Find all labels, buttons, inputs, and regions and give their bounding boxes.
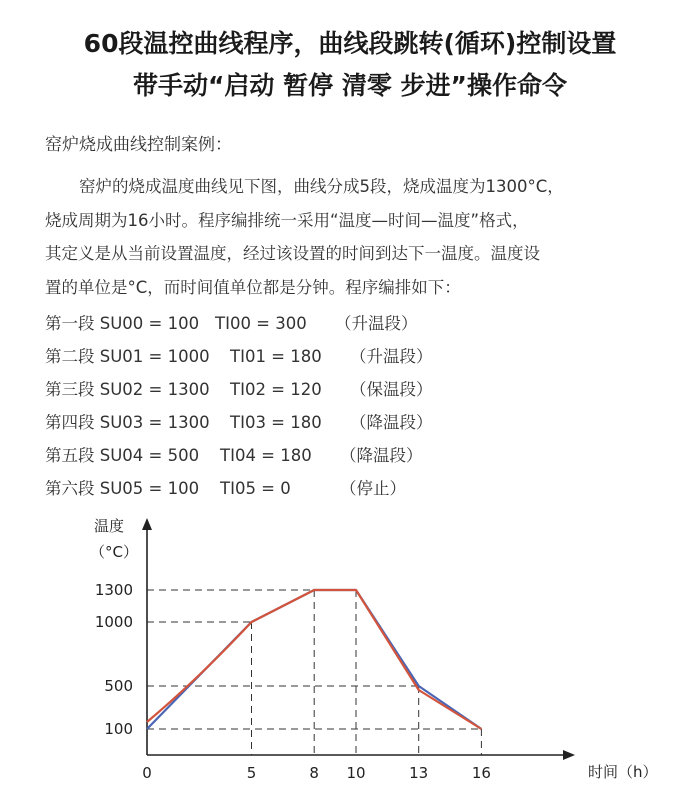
page-title-line1: 60段温控曲线程序，曲线段跳转(循环)控制设置: [83, 29, 617, 58]
segment-note: （停止）: [340, 479, 406, 498]
paragraph-line: 其定义是从当前设置温度，经过该设置的时间到达下一温度。温度设: [45, 244, 540, 263]
segment-ti: TI01 = 180: [230, 347, 322, 366]
segment-su: SU01 = 1000: [99, 347, 210, 366]
paragraph-line: 烧成周期为16小时。程序编排统一采用“温度—时间—温度”格式，: [45, 210, 529, 230]
segment-note: （保温段）: [350, 380, 433, 399]
paragraph-line: 窑炉的烧成温度曲线见下图，曲线分成5段，烧成温度为1300°C，: [79, 177, 564, 196]
y-tick-label: 1300: [94, 581, 133, 599]
segment-su: SU05 = 100: [99, 479, 200, 498]
segment-name: 第二段: [45, 347, 95, 366]
segment-note: （升温段）: [335, 314, 418, 333]
segment-name: 第六段: [45, 479, 95, 498]
x-tick-label: 0: [142, 764, 152, 782]
guide-lines: [147, 590, 481, 755]
case-title: 窑炉烧成曲线控制案例：: [45, 135, 232, 155]
x-axis-label: 时间（h）: [588, 763, 658, 781]
segment-name: 第一段: [45, 314, 95, 333]
segment-name: 第四段: [45, 413, 95, 432]
segment-ti: TI03 = 180: [230, 413, 322, 432]
tick-labels: [95, 581, 491, 782]
segment-note: （降温段）: [350, 413, 433, 432]
paragraph-line: 置的单位是°C，而时间值单位都是分钟。程序编排如下：: [45, 277, 461, 297]
x-tick-label: 10: [346, 764, 366, 782]
x-tick-label: 13: [409, 764, 429, 782]
segment-ti: TI02 = 120: [230, 380, 322, 399]
segment-su: SU00 = 100: [99, 314, 200, 333]
y-axis-arrow-icon: [142, 518, 152, 530]
y-axis-unit: （°C）: [90, 543, 138, 561]
segment-ti: TI05 = 0: [220, 479, 291, 498]
y-tick-label: 100: [104, 720, 133, 738]
y-axis-label: 温度: [94, 517, 125, 535]
segment-ti: TI04 = 180: [220, 446, 312, 465]
x-axis-arrow-icon: [563, 750, 575, 760]
series: [147, 590, 481, 729]
y-tick-label: 1000: [94, 613, 133, 631]
segment-su: SU02 = 1300: [99, 380, 210, 399]
segment-note: （升温段）: [350, 347, 433, 366]
setpoint-curve: [147, 590, 481, 729]
segment-name: 第三段: [45, 380, 95, 399]
y-tick-label: 500: [104, 677, 133, 695]
actual-curve: [147, 590, 481, 729]
page-title-line2: 带手动“启动 暂停 清零 步进”操作命令: [133, 71, 567, 100]
segment-note: （降温段）: [340, 446, 423, 465]
x-tick-label: 5: [246, 764, 257, 782]
segment-su: SU03 = 1300: [99, 413, 210, 432]
x-tick-label: 8: [309, 764, 319, 782]
segment-su: SU04 = 500: [99, 446, 200, 465]
segment-name: 第五段: [45, 446, 95, 465]
chart-axes: [142, 518, 575, 760]
segment-ti: TI00 = 300: [215, 314, 307, 333]
x-tick-label: 16: [471, 764, 491, 782]
